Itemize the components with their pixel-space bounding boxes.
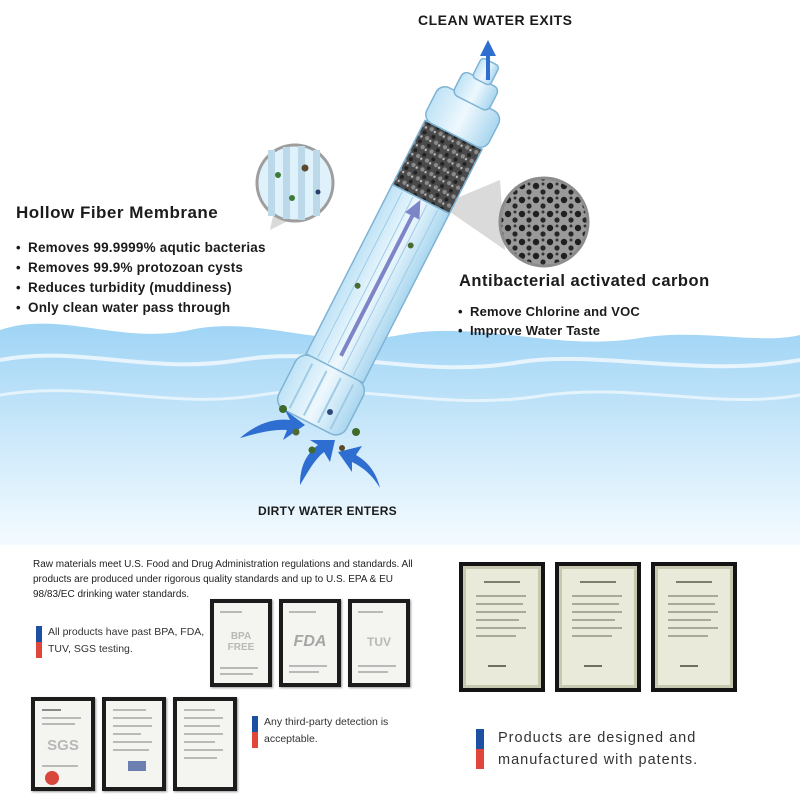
fda-mark: FDA [293, 633, 327, 650]
sgs-certificate [31, 697, 95, 791]
test-report-certificate [102, 697, 166, 791]
standards-paragraph: Raw materials meet U.S. Food and Drug Administration regulations and standards. All products are produced under rigorous quality standards and up to U.S. EPA & EU 98/83/EC drinking water standards. [33, 559, 413, 600]
third-party-note [252, 714, 388, 748]
patent-note-line: manufactured with patents. [498, 752, 699, 768]
activated-carbon-bullet: • Remove Chlorine and VOC [458, 302, 640, 321]
hollow-fiber-bullet: • Only clean water pass through [16, 298, 266, 318]
dirty-water-enters-label: DIRTY WATER ENTERS [258, 504, 397, 518]
hollow-fiber-bullet: • Reduces turbidity (muddiness) [16, 278, 266, 298]
tuv-mark: TUV [367, 635, 391, 649]
sgs-mark: SGS [47, 737, 79, 754]
accent-bars [476, 729, 484, 769]
third-party-note-line: Any third-party detection is [264, 716, 389, 728]
tuv-certificate [348, 599, 410, 687]
inspection-certificate [173, 697, 237, 791]
patent-certificate [459, 562, 545, 692]
patent-note [476, 727, 698, 771]
hollow-fiber-bullets [16, 238, 266, 318]
testing-note-line: TUV, SGS testing. [48, 643, 133, 655]
clean-water-exits-label: CLEAN WATER EXITS [418, 12, 573, 28]
membrane-closeup [257, 145, 333, 221]
accent-bars [252, 716, 258, 748]
testing-note [36, 624, 204, 658]
activated-carbon-bullet: • Improve Water Taste [458, 321, 640, 340]
bpa-free-certificate [210, 599, 272, 687]
patent-note-line: Products are designed and [498, 730, 697, 746]
accent-bars [36, 626, 42, 658]
activated-carbon-title: Antibacterial activated carbon [459, 272, 710, 290]
testing-note-line: All products have past BPA, FDA, [48, 626, 205, 638]
fda-certificate [279, 599, 341, 687]
activated-carbon-bullets [458, 302, 640, 340]
bpa-free-mark: BPA FREE [227, 631, 255, 653]
patent-certificate [651, 562, 737, 692]
hollow-fiber-title: Hollow Fiber Membrane [16, 203, 219, 222]
water-surface [0, 324, 800, 545]
patent-certificate [555, 562, 641, 692]
carbon-closeup [500, 178, 588, 266]
third-party-note-line: acceptable. [264, 733, 318, 745]
hollow-fiber-bullet: • Removes 99.9999% aqutic bacterias [16, 238, 266, 258]
hollow-fiber-bullet: • Removes 99.9% protozoan cysts [16, 258, 266, 278]
